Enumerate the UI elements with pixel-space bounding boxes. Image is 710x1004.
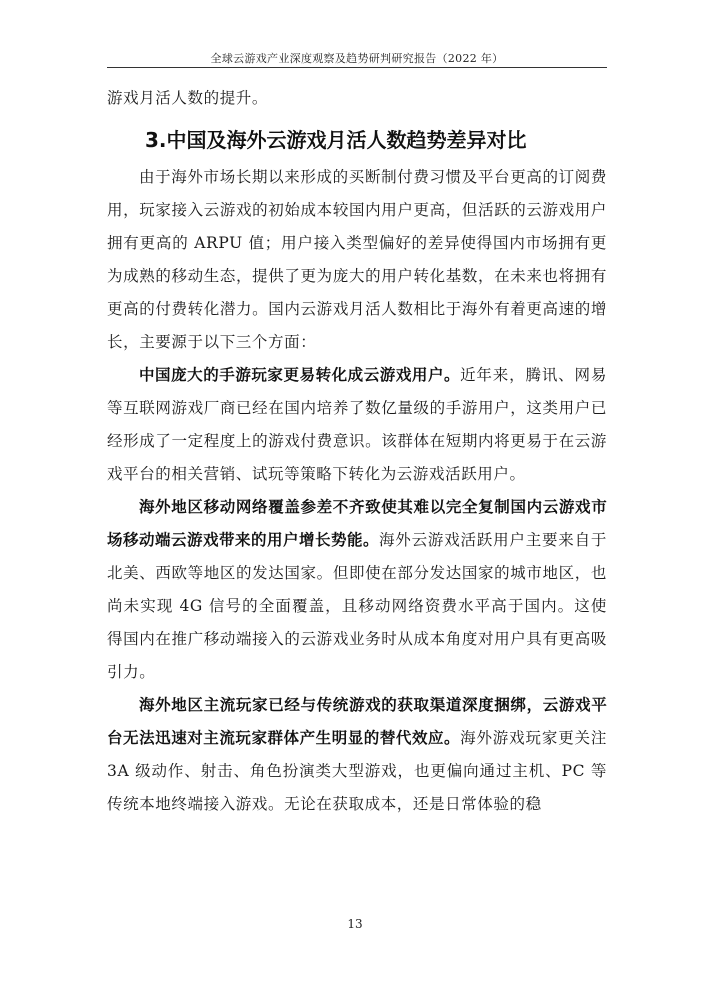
running-header: 全球云游戏产业深度观察及趋势研判研究报告（2022 年） [210, 52, 504, 65]
paragraph-2 [107, 359, 607, 491]
paragraph-3 [107, 491, 607, 689]
page-body [107, 82, 607, 821]
paragraph-4 [107, 689, 607, 821]
paragraph-2-body: 近年来，腾讯、网易等互联网游戏厂商已经在国内培养了数亿量级的手游用户，这类用户已经形成了一定程度上的游戏付费意识。该群体在短期内将更易于在云游戏平台的相关营销、试玩等策略下转化为云游戏活跃用户。 [107, 366, 607, 483]
paragraph-2-lead: 中国庞大的手游玩家更易转化成云游戏用户。 [139, 366, 461, 384]
header-rule [107, 67, 607, 68]
paragraph-3-lead: 海外地区移动网络覆盖参差不齐致使其难以完全复制国内云游戏市场移动端云游戏带来的用户增长势能。 [107, 498, 607, 549]
page-number: 13 [347, 917, 363, 931]
continuation-text: 游戏月活人数的提升。 [107, 89, 269, 107]
paragraph-1: 由于海外市场长期以来形成的买断制付费习惯及平台更高的订阅费用，玩家接入云游戏的初始成本较国内用户更高，但活跃的云游戏用户拥有更高的 ARPU 值；用户接入类型偏好的差异使得国内市场拥有更为成熟的移动生态，提供了更为庞大的用户转化基数，在未来也将拥有更高的付费转化潜力。国内云游戏月活人数相比于海外有着更高速的增长，主要源于以下三个方面： [107, 168, 607, 351]
section-title: 3.中国及海外云游戏月活人数趋势差异对比 [145, 128, 527, 152]
paragraph-4-lead: 海外地区主流玩家已经与传统游戏的获取渠道深度捆绑，云游戏平台无法迅速对主流玩家群体产生明显的替代效应。 [107, 696, 607, 747]
paragraph-4-body: 海外游戏玩家更关注 3A 级动作、射击、角色扮演类大型游戏，也更偏向通过主机、PC 等传统本地终端接入游戏。无论在获取成本，还是日常体验的稳 [107, 729, 607, 813]
paragraph-3-body: 海外云游戏活跃用户主要来自于北美、西欧等地区的发达国家。但即使在部分发达国家的城市地区，也尚未实现 4G 信号的全面覆盖，且移动网络资费水平高于国内。这使得国内在推广移动端接入的云游戏业务时从成本角度对用户具有更高吸引力。 [107, 531, 607, 681]
